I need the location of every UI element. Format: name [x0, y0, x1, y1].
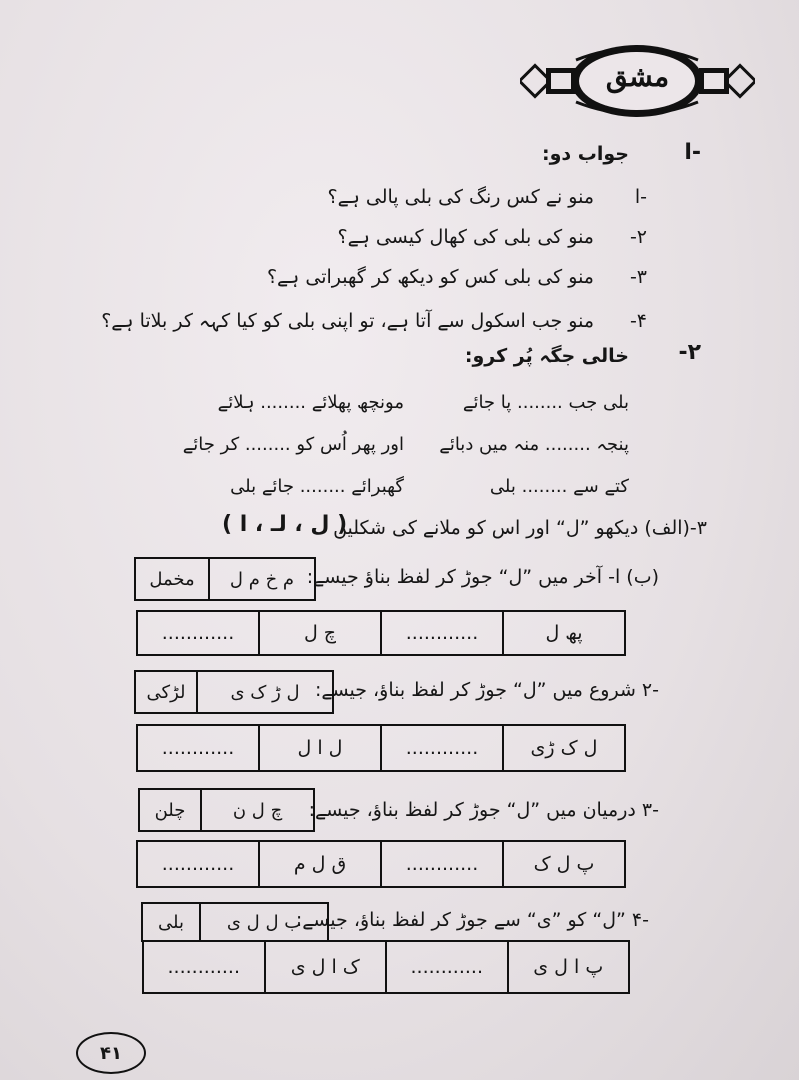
b2-cell-2[interactable]: ............	[380, 726, 502, 770]
b4-cell-1: پ ا ل ی	[507, 942, 629, 992]
b4-cell-3: ک ا ل ی	[264, 942, 386, 992]
page-number	[76, 1032, 146, 1074]
b4-example	[141, 902, 329, 942]
question-1-text: منو نے کس رنگ کی بلی پالی ہے؟	[327, 186, 594, 208]
b1-example	[134, 557, 316, 601]
section-1-number: -ا	[684, 140, 701, 165]
question-4-num: -۴	[629, 310, 647, 332]
b1-answer-row	[136, 610, 626, 656]
b4-example-letters: ب ل ل ی	[199, 904, 327, 940]
b4-label: -۴ ”ل“ کو ”ی“ سے جوڑ کر لفظ بناؤ، جیسے:	[295, 909, 649, 931]
b1-cell-3: چ ل	[258, 612, 380, 654]
b3-example-word: چلن	[154, 799, 186, 821]
b1-label: (ب) ا- آخر میں ”ل“ جوڑ کر لفظ بناؤ جیسے:	[306, 566, 659, 588]
b1-cell-2[interactable]: ............	[380, 612, 502, 654]
b4-answer-row	[142, 940, 630, 994]
question-4-text: منو جب اسکول سے آتا ہے، تو اپنی بلی کو کیا کہہ کر بلاتا ہے؟	[101, 310, 594, 332]
b2-example-word: لڑکی	[146, 681, 186, 703]
b3-cell-1: پ ل ک	[502, 842, 624, 886]
b3-example	[138, 788, 315, 832]
section-3-intro: ۳-(الف) دیکھو ”ل“ اور اس کو ملانے کی شکلیں	[333, 517, 707, 539]
question-3-text: منو کی بلی کس کو دیکھ کر گھبراتی ہے؟	[266, 266, 594, 288]
b3-cell-2[interactable]: ............	[380, 842, 502, 886]
b1-cell-1: پھ ل	[502, 612, 624, 654]
fill-line-2-right: پنجہ ........ منہ میں دبائے	[439, 434, 629, 455]
b4-example-word: بلی	[158, 911, 184, 933]
b2-cell-3: ل ا ل	[258, 726, 380, 770]
b2-label: -۲ شروع میں ”ل“ جوڑ کر لفظ بناؤ، جیسے:	[315, 679, 659, 701]
b2-cell-1: ل ک ڑی	[502, 726, 624, 770]
fill-line-1-right: بلی جب ........ پا جائے	[462, 392, 629, 413]
section-2-title: خالی جگہ پُر کرو:	[464, 345, 629, 367]
question-2-text: منو کی بلی کی کھال کیسی ہے؟	[337, 226, 594, 248]
b2-cell-4[interactable]: ............	[161, 737, 235, 759]
b3-example-letters: چ ل ن	[200, 790, 313, 830]
b3-cell-3: ق ل م	[258, 842, 380, 886]
b3-label: -۳ درمیان میں ”ل“ جوڑ کر لفظ بناؤ، جیسے:	[308, 799, 659, 821]
question-2-num: -۲	[629, 226, 647, 248]
b3-answer-row	[136, 840, 626, 888]
section-1-title: جواب دو:	[542, 143, 629, 165]
section-2-number: -۲	[678, 340, 701, 365]
heading-ornament	[520, 40, 755, 122]
b2-answer-row	[136, 724, 626, 772]
b1-cell-4[interactable]: ............	[161, 622, 235, 644]
heading-title: مشق	[605, 60, 670, 93]
section-3-shapes: ( ل ، لـ ، ا )	[222, 512, 348, 537]
b1-example-letters: م خ م ل	[208, 559, 314, 599]
fill-line-3-left: گھبرائے ........ جائے بلی	[230, 476, 404, 497]
question-3-num: -۳	[629, 266, 647, 288]
fill-line-2-left: اور پھر اُس کو ........ کر جائے	[182, 434, 404, 455]
b2-example	[134, 670, 334, 714]
question-1-num: -ا	[634, 186, 647, 208]
b1-example-word: مخمل	[149, 568, 195, 590]
fill-line-1-left: مونچھ پھلائے ........ ہلائے	[217, 392, 404, 413]
b3-cell-4[interactable]: ............	[161, 853, 235, 875]
b4-cell-2[interactable]: ............	[385, 942, 507, 992]
fill-line-3-right: کتے سے ........ بلی	[489, 476, 629, 497]
b2-example-letters: ل ڑ ک ی	[196, 672, 332, 712]
page-number-text: ۴۱	[100, 1042, 122, 1064]
b4-cell-4[interactable]: ............	[167, 956, 240, 978]
